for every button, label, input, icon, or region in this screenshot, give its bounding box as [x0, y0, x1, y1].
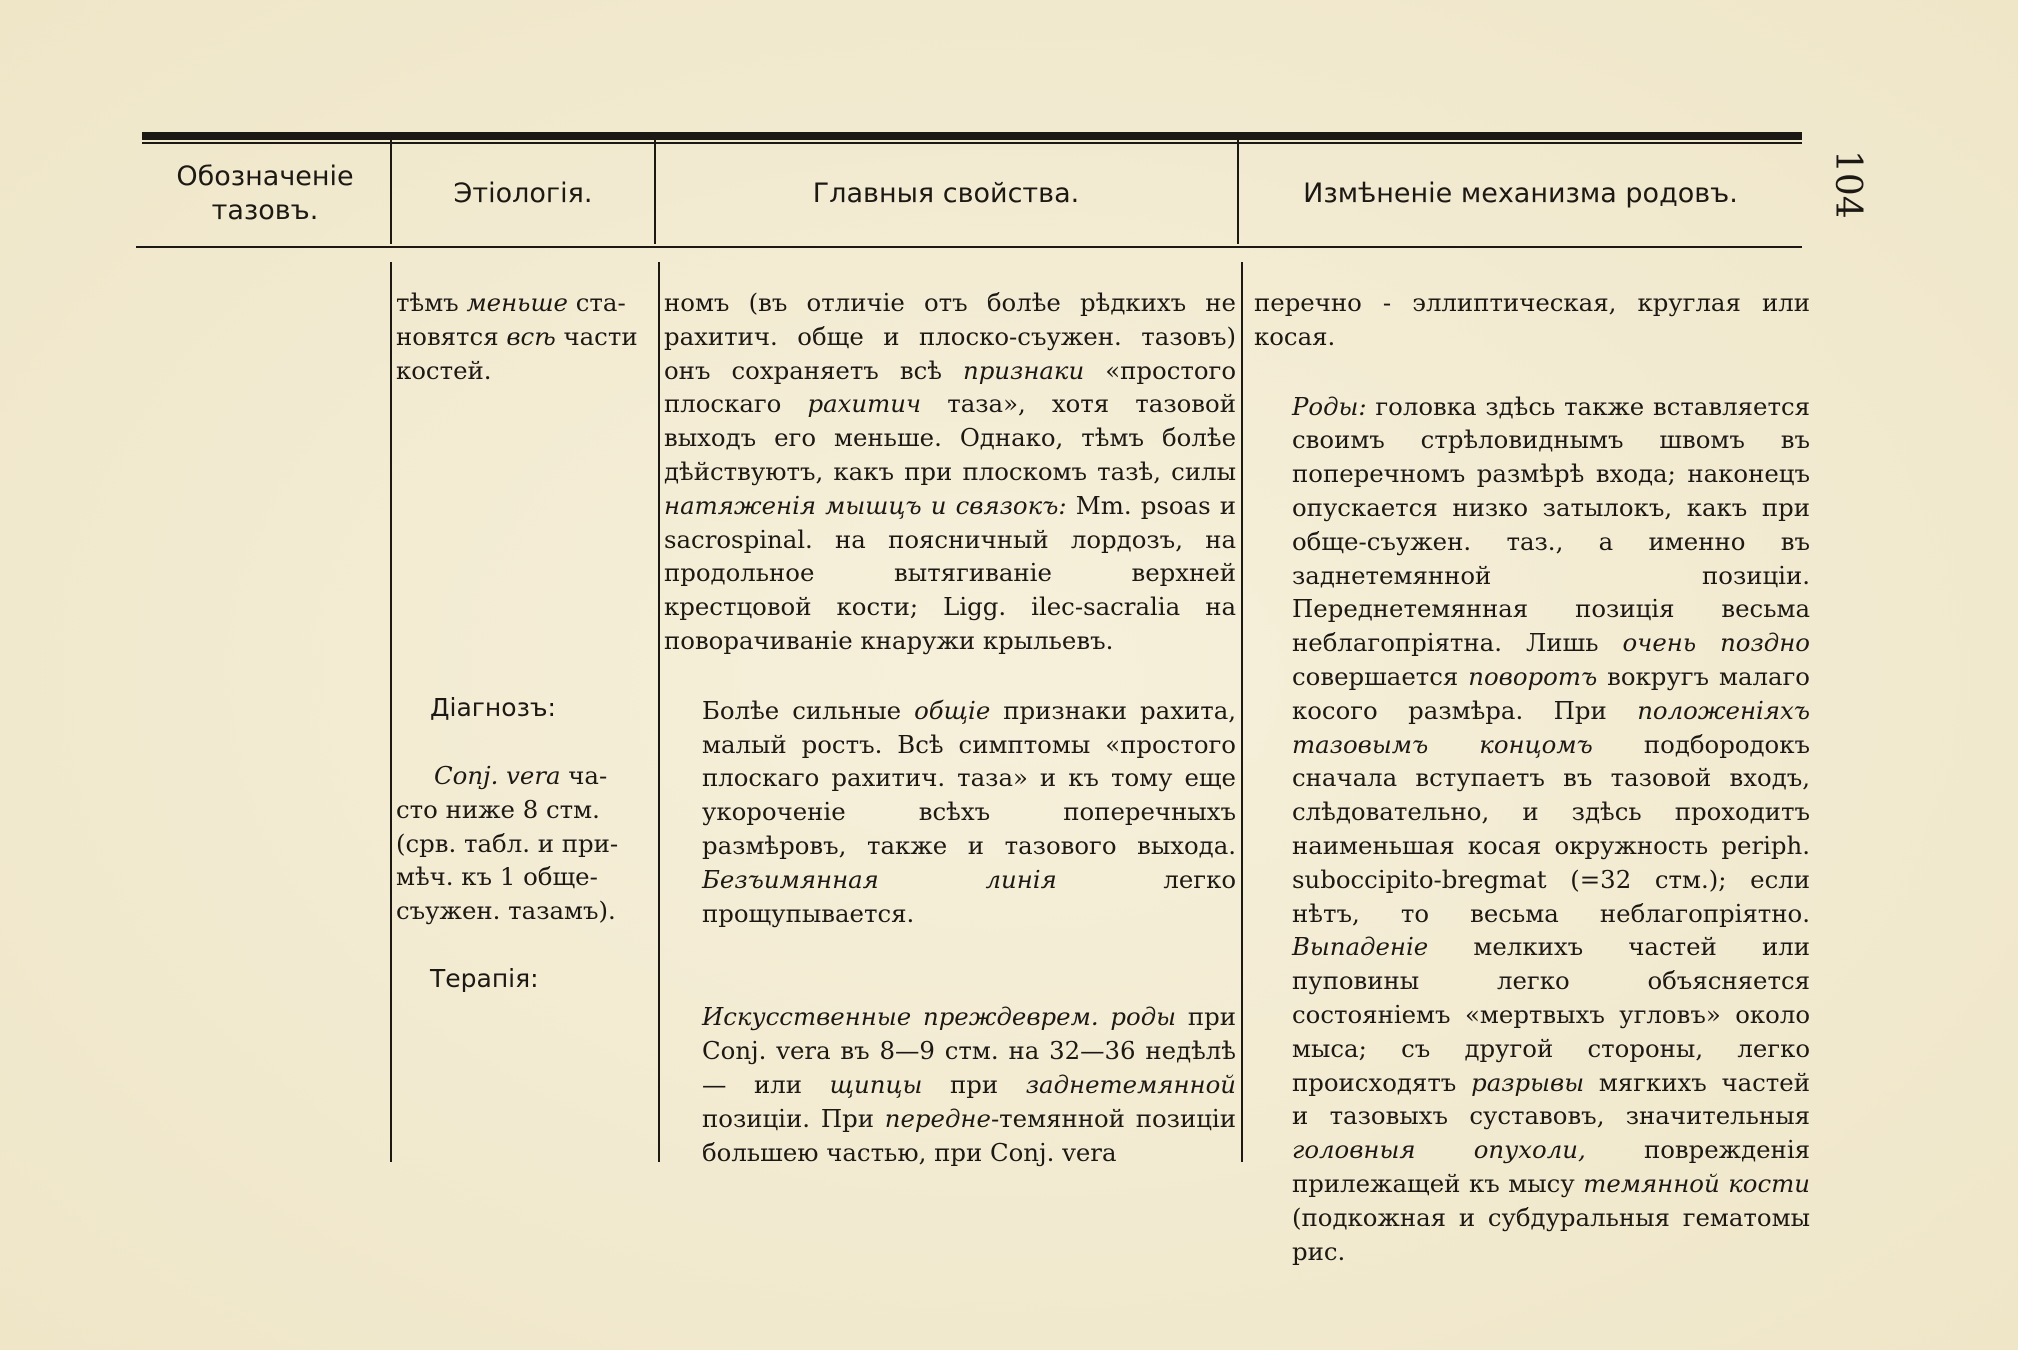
diagnosis-line: (срв. табл. и при-: [396, 828, 619, 858]
properties-paragraph-1: номъ (въ отличiе отъ болѣе рѣдкихъ не рахитич. обще и плоско-съужен. тазовъ) онъ сохраняетъ всѣ признаки «простого плоскаго рахитич таза», хотя тазовой выходъ его меньше. Однако, тѣмъ болѣе дѣйствуютъ, какъ при плоскомъ тазѣ, силы натяженiя мышцъ и связокъ: Mm. psoas и sacrospinal. на поясничный лордозъ, на продольное вытягиванiе верхней крестцовой кости; Ligg. ilec-sacralia на поворачиванiе кнаружи крыльевъ.: [664, 288, 1237, 655]
diagnosis-line: сто ниже 8 стм.: [396, 794, 600, 824]
diagnosis-label: Дiагнозъ:: [430, 693, 556, 723]
table-header-rule: [136, 246, 1802, 248]
body-divider-3: [1241, 262, 1243, 1162]
diagnosis-line: Conj. vera ча-: [434, 760, 608, 790]
header-pelvis-designation: Обозначенiе тазовъ.: [176, 161, 354, 226]
properties-paragraph-3: Искусственные преждеврем. роды при Conj. vera въ 8—9 стм. на 32—36 недѣлѣ — или щипцы при заднетемянной позицiи. При передне-темянной позицiи большею частью, при Conj. vera: [702, 1002, 1236, 1167]
header-main-properties: Главныя свойства.: [812, 178, 1080, 209]
body-divider-2: [658, 262, 660, 1162]
properties-column: [664, 286, 1236, 1169]
etiology-column: [396, 286, 652, 996]
etiology-line: новятся всѣ части: [396, 321, 638, 351]
table-top-rule: [142, 132, 1802, 140]
therapy-label: Терапiя:: [430, 963, 539, 993]
mechanism-paragraph-1: перечно - эллиптическая, круглая или косая.: [1254, 288, 1810, 351]
mechanism-paragraph-2: Роды: головка здѣсь также вставляется своимъ стрѣловиднымъ швомъ въ поперечномъ размѣрѣ входа; наконецъ опускается низко затылокъ, какъ при обще-съужен. таз., а именно въ заднетемянной позицiи. Переднетемянная позицiя весьма неблагопрiятна. Лишь очень поздно совершается поворотъ вокругъ малаго косого размѣра. При положенiяхъ тазовымъ концомъ подбородокъ сначала вступаетъ въ тазовой входъ, слѣдовательно, и здѣсь проходитъ наименьшая косая окружность periph. suboccipito-bregmat (=32 стм.); если нѣтъ, то весьма неблагопрiятно. Выпаденiе мелкихъ частей или пуповины легко объясняется состоянiемъ «мертвыхъ угловъ» около мыса; съ другой стороны, легко происходятъ разрывы мягкихъ частей и тазовыхъ суставовъ, значительныя головныя опухоли, поврежденiя прилежащей къ мысу темянной кости (подкожная и субдуральныя гематомы рис.: [1292, 391, 1811, 1266]
etiology-line: костей.: [396, 355, 492, 385]
header-mechanism-changes: Измѣненiе механизма родовъ.: [1303, 178, 1738, 209]
header-etiology: Этiологiя.: [453, 178, 593, 209]
diagnosis-line: мѣч. къ 1 обще-: [396, 862, 598, 892]
properties-paragraph-2: Болѣе сильные общiе признаки рахита, малый ростъ. Всѣ симптомы «простого плоскаго рахитич. таза» и къ тому еще укороченiе всѣхъ поперечныхъ размѣровъ, также и тазового выхода. Безъимянная линiя легко прощупывается.: [702, 695, 1236, 928]
page-number: 104: [1827, 150, 1868, 219]
mechanism-column: [1254, 286, 1810, 1268]
body-divider-1: [390, 262, 392, 1162]
etiology-line: тѣмъ меньше ста-: [396, 288, 626, 317]
diagnosis-line: съужен. тазамъ).: [396, 896, 616, 926]
